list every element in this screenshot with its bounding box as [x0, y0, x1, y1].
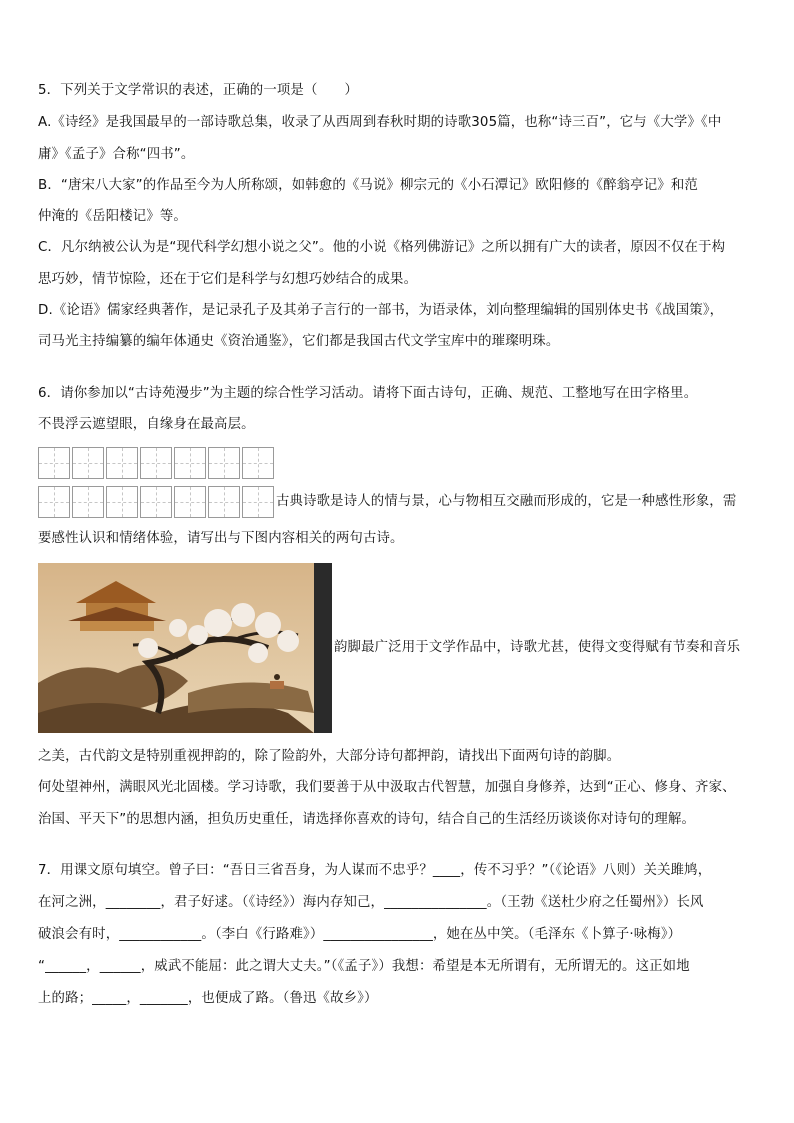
q5-option-d-line2: 司马光主持编纂的编年体通史《资治通鉴》，它们都是我国古代文学宝库中的璀璨明珠。 — [38, 334, 560, 349]
tianzige-cell[interactable] — [140, 447, 172, 479]
q7-line5: 上的路；_____，_______，也便成了路。（鲁迅《故乡》） — [38, 991, 378, 1006]
tianzige-cell[interactable] — [174, 447, 206, 479]
tianzige-cell[interactable] — [106, 486, 138, 518]
tianzige-cell[interactable] — [72, 447, 104, 479]
q6-after-grid-text: 古典诗歌是诗人的情与景，心与物相互交融而形成的，它是一种感性形象，需 — [276, 494, 737, 509]
q6-text-beside-image: 韵脚最广泛用于文学作品中，诗歌尤甚，使得文变得赋有节奏和音乐 — [334, 640, 741, 655]
q6-poem: 不畏浮云遮望眼，自缘身在最高层。 — [38, 417, 255, 432]
q5-option-d-line1: D.《论语》儒家经典著作，是记录孔子及其弟子言行的一部书，为语录体，刘向整理编辑的国别体史书《战国策》， — [38, 303, 724, 318]
q5-option-a-line1: A.《诗经》是我国最早的一部诗歌总集，收录了从西周到春秋时期的诗歌305篇，也称“诗三百”，它与《大学》《中 — [38, 115, 722, 130]
q5-option-b-line1: B．“唐宋八大家”的作品至今为人所称颂，如韩愈的《马说》柳宗元的《小石潭记》欧阳修的《醉翁亭记》和范 — [38, 178, 698, 193]
tianzige-row-1 — [38, 447, 276, 479]
tianzige-cell[interactable] — [242, 447, 274, 479]
tianzige-cell[interactable] — [38, 486, 70, 518]
q7-line2: 在河之洲，________，君子好逑。（《诗经》）海内存知己，_______________。（王勃《送杜少府之任蜀州》）长风 — [38, 895, 704, 910]
tianzige-cell[interactable] — [106, 447, 138, 479]
tianzige-row-2 — [38, 486, 276, 518]
q7-line3: 破浪会有时，____________。（李白《行路难》）________________，她在丛中笑。（毛泽东《卜算子·咏梅》） — [38, 927, 682, 942]
tianzige-cell[interactable] — [140, 486, 172, 518]
tianzige-cell[interactable] — [208, 486, 240, 518]
tianzige-cell[interactable] — [38, 447, 70, 479]
q5-option-c-line2: 思巧妙，情节惊险，还在于它们是科学与幻想巧妙结合的成果。 — [38, 272, 418, 287]
q5-option-a-line2: 庸》《孟子》合称“四书”。 — [38, 147, 195, 162]
q7-line1: 7．用课文原句填空。曾子曰：“吾日三省吾身，为人谋而不忠乎？____，传不习乎？”（《论语》八则）关关雎鸠， — [38, 863, 712, 878]
q5-stem: 5．下列关于文学常识的表述，正确的一项是（ ） — [38, 83, 359, 98]
q5-option-c-line1: C．凡尔纳被公认为是“现代科学幻想小说之父”。他的小说《格列佛游记》之所以拥有广大的读者，原因不仅在于构 — [38, 240, 726, 255]
q5-option-b-line2: 仲淹的《岳阳楼记》等。 — [38, 209, 187, 224]
landscape-painting — [38, 563, 332, 733]
tianzige-cell[interactable] — [174, 486, 206, 518]
tianzige-cell[interactable] — [242, 486, 274, 518]
q7-line4: “______，______，威武不能屈：此之谓大丈夫。”（《孟子》）我想：希望是本无所谓有，无所谓无的。这正如地 — [38, 959, 690, 974]
q6-line3: 之美，古代韵文是特别重视押韵的，除了险韵外，大部分诗句都押韵，请找出下面两句诗的韵脚。 — [38, 749, 621, 764]
q6-line4: 何处望神州，满眼风光北固楼。学习诗歌，我们要善于从中汲取古代智慧，加强自身修养，达到“正心、修身、齐家、 — [38, 780, 736, 795]
tianzige-cell[interactable] — [208, 447, 240, 479]
q6-stem: 6．请你参加以“古诗苑漫步”为主题的综合性学习活动。请将下面古诗句，正确、规范、工整地写在田字格里。 — [38, 386, 698, 401]
tianzige-cell[interactable] — [72, 486, 104, 518]
q6-line2: 要感性认识和情绪体验，请写出与下图内容相关的两句古诗。 — [38, 531, 404, 546]
q6-line5: 治国、平天下”的思想内涵，担负历史重任，请选择你喜欢的诗句，结合自己的生活经历谈谈你对诗句的理解。 — [38, 812, 696, 827]
